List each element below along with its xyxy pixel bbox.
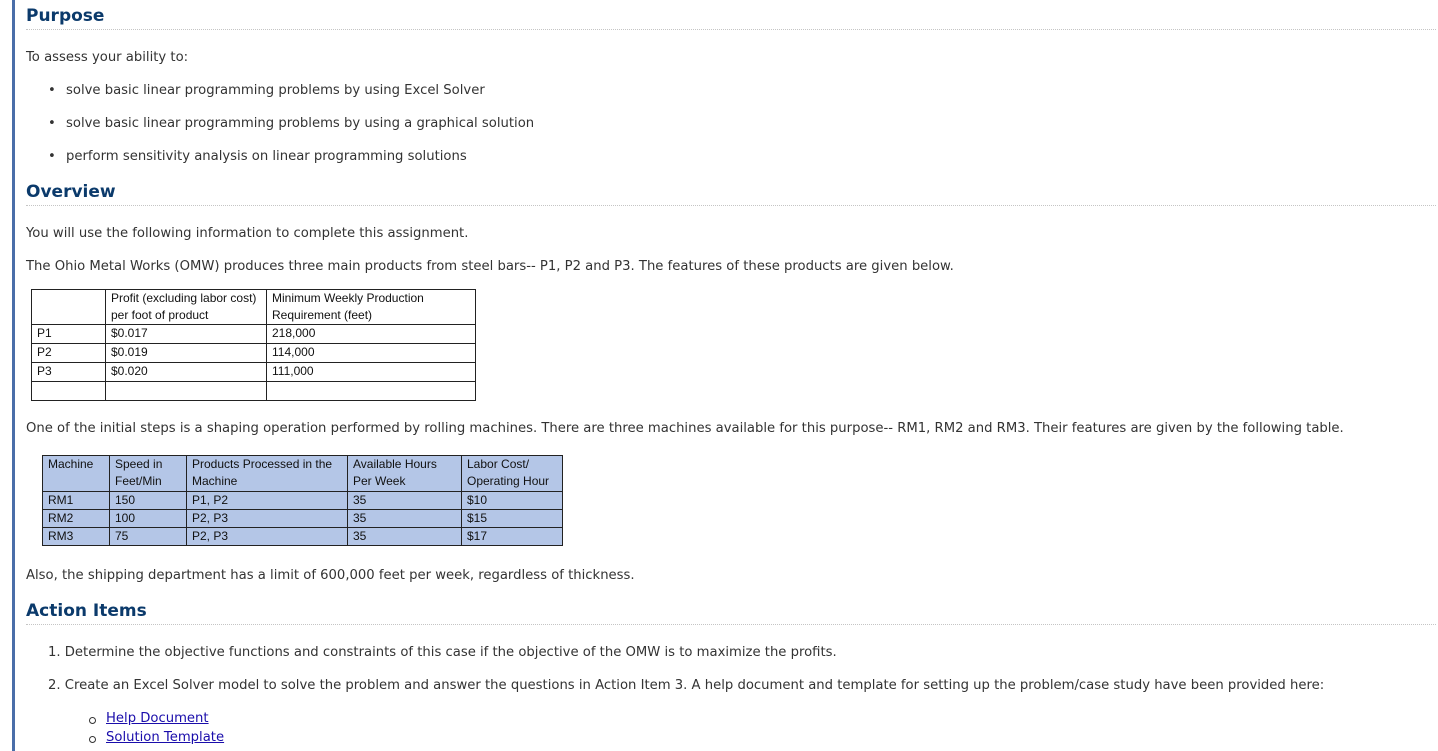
table-cell — [267, 382, 476, 401]
purpose-bullet: • solve basic linear programming problems by using a graphical solution — [26, 116, 534, 149]
table-header-cell: Available Hours Per Week — [348, 456, 462, 492]
table-header-row — [43, 456, 563, 492]
table-cell: P2 — [32, 344, 106, 363]
table-cell: $17 — [462, 528, 563, 546]
table-cell: 111,000 — [267, 363, 476, 382]
action-items-heading: Action Items — [26, 601, 1436, 625]
table-row — [32, 344, 476, 363]
purpose-heading: Purpose — [26, 6, 1436, 30]
products-table — [31, 289, 476, 401]
table-cell: $10 — [462, 492, 563, 510]
table-cell: RM3 — [43, 528, 110, 546]
overview-heading: Overview — [26, 182, 1436, 206]
table-cell: $0.019 — [106, 344, 267, 363]
table-cell: 114,000 — [267, 344, 476, 363]
table-row — [32, 363, 476, 382]
purpose-intro: To assess your ability to: — [26, 50, 189, 65]
table-cell: 35 — [348, 528, 462, 546]
table-cell: $0.017 — [106, 325, 267, 344]
purpose-bullet: • solve basic linear programming problems by using Excel Solver — [26, 83, 534, 116]
table-header-cell: Minimum Weekly Production Requirement (feet) — [267, 290, 476, 325]
table-cell: 35 — [348, 492, 462, 510]
resource-link-item — [26, 711, 224, 730]
table-cell: 75 — [110, 528, 187, 546]
table-cell: P2, P3 — [187, 510, 348, 528]
table-header-cell: Labor Cost/ Operating Hour — [462, 456, 563, 492]
table-row — [43, 492, 563, 510]
table-cell: $15 — [462, 510, 563, 528]
table-cell: 150 — [110, 492, 187, 510]
table-cell: 35 — [348, 510, 462, 528]
overview-p2: The Ohio Metal Works (OMW) produces three main products from steel bars-- P1, P2 and P3. The features of these products are given below. — [26, 259, 954, 274]
table-cell: $0.020 — [106, 363, 267, 382]
table-cell: P2, P3 — [187, 528, 348, 546]
table-cell: P3 — [32, 363, 106, 382]
table-cell: RM2 — [43, 510, 110, 528]
table-header-cell: Machine — [43, 456, 110, 492]
machines-table — [42, 455, 563, 546]
table-cell — [106, 382, 267, 401]
purpose-bullet: • perform sensitivity analysis on linear programming solutions — [26, 149, 534, 169]
overview-p1: You will use the following information to complete this assignment. — [26, 226, 469, 241]
table-header-cell: Speed in Feet/Min — [110, 456, 187, 492]
purpose-bullets — [26, 83, 534, 169]
overview-p3: One of the initial steps is a shaping operation performed by rolling machines. There are three machines available for this purpose-- RM1, RM2 and RM3. Their features are given by the following table. — [26, 421, 1344, 436]
resource-link-item — [26, 730, 224, 749]
help-document-link[interactable]: Help Document — [106, 711, 209, 726]
table-cell: 218,000 — [267, 325, 476, 344]
table-header-cell — [32, 290, 106, 325]
table-header-cell: Products Processed in the Machine — [187, 456, 348, 492]
action-items-list — [26, 645, 1324, 698]
table-row-empty — [32, 382, 476, 401]
table-cell: RM1 — [43, 492, 110, 510]
table-header-cell: Profit (excluding labor cost) per foot of product — [106, 290, 267, 325]
left-border — [12, 0, 15, 751]
solution-template-link[interactable]: Solution Template — [106, 730, 225, 745]
table-cell: P1 — [32, 325, 106, 344]
action-item: 1. Determine the objective functions and constraints of this case if the objective of the OMW is to maximize the profits. — [48, 645, 837, 660]
resource-links — [26, 711, 224, 749]
table-header-row — [32, 290, 476, 325]
table-row — [32, 325, 476, 344]
table-row — [43, 528, 563, 546]
table-row — [43, 510, 563, 528]
overview-p4: Also, the shipping department has a limit of 600,000 feet per week, regardless of thickness. — [26, 568, 635, 583]
action-item: 2. Create an Excel Solver model to solve the problem and answer the questions in Action Item 3. A help document and template for setting up the problem/case study have been provided here: — [48, 678, 1325, 693]
table-cell: 100 — [110, 510, 187, 528]
table-cell: P1, P2 — [187, 492, 348, 510]
table-cell — [32, 382, 106, 401]
